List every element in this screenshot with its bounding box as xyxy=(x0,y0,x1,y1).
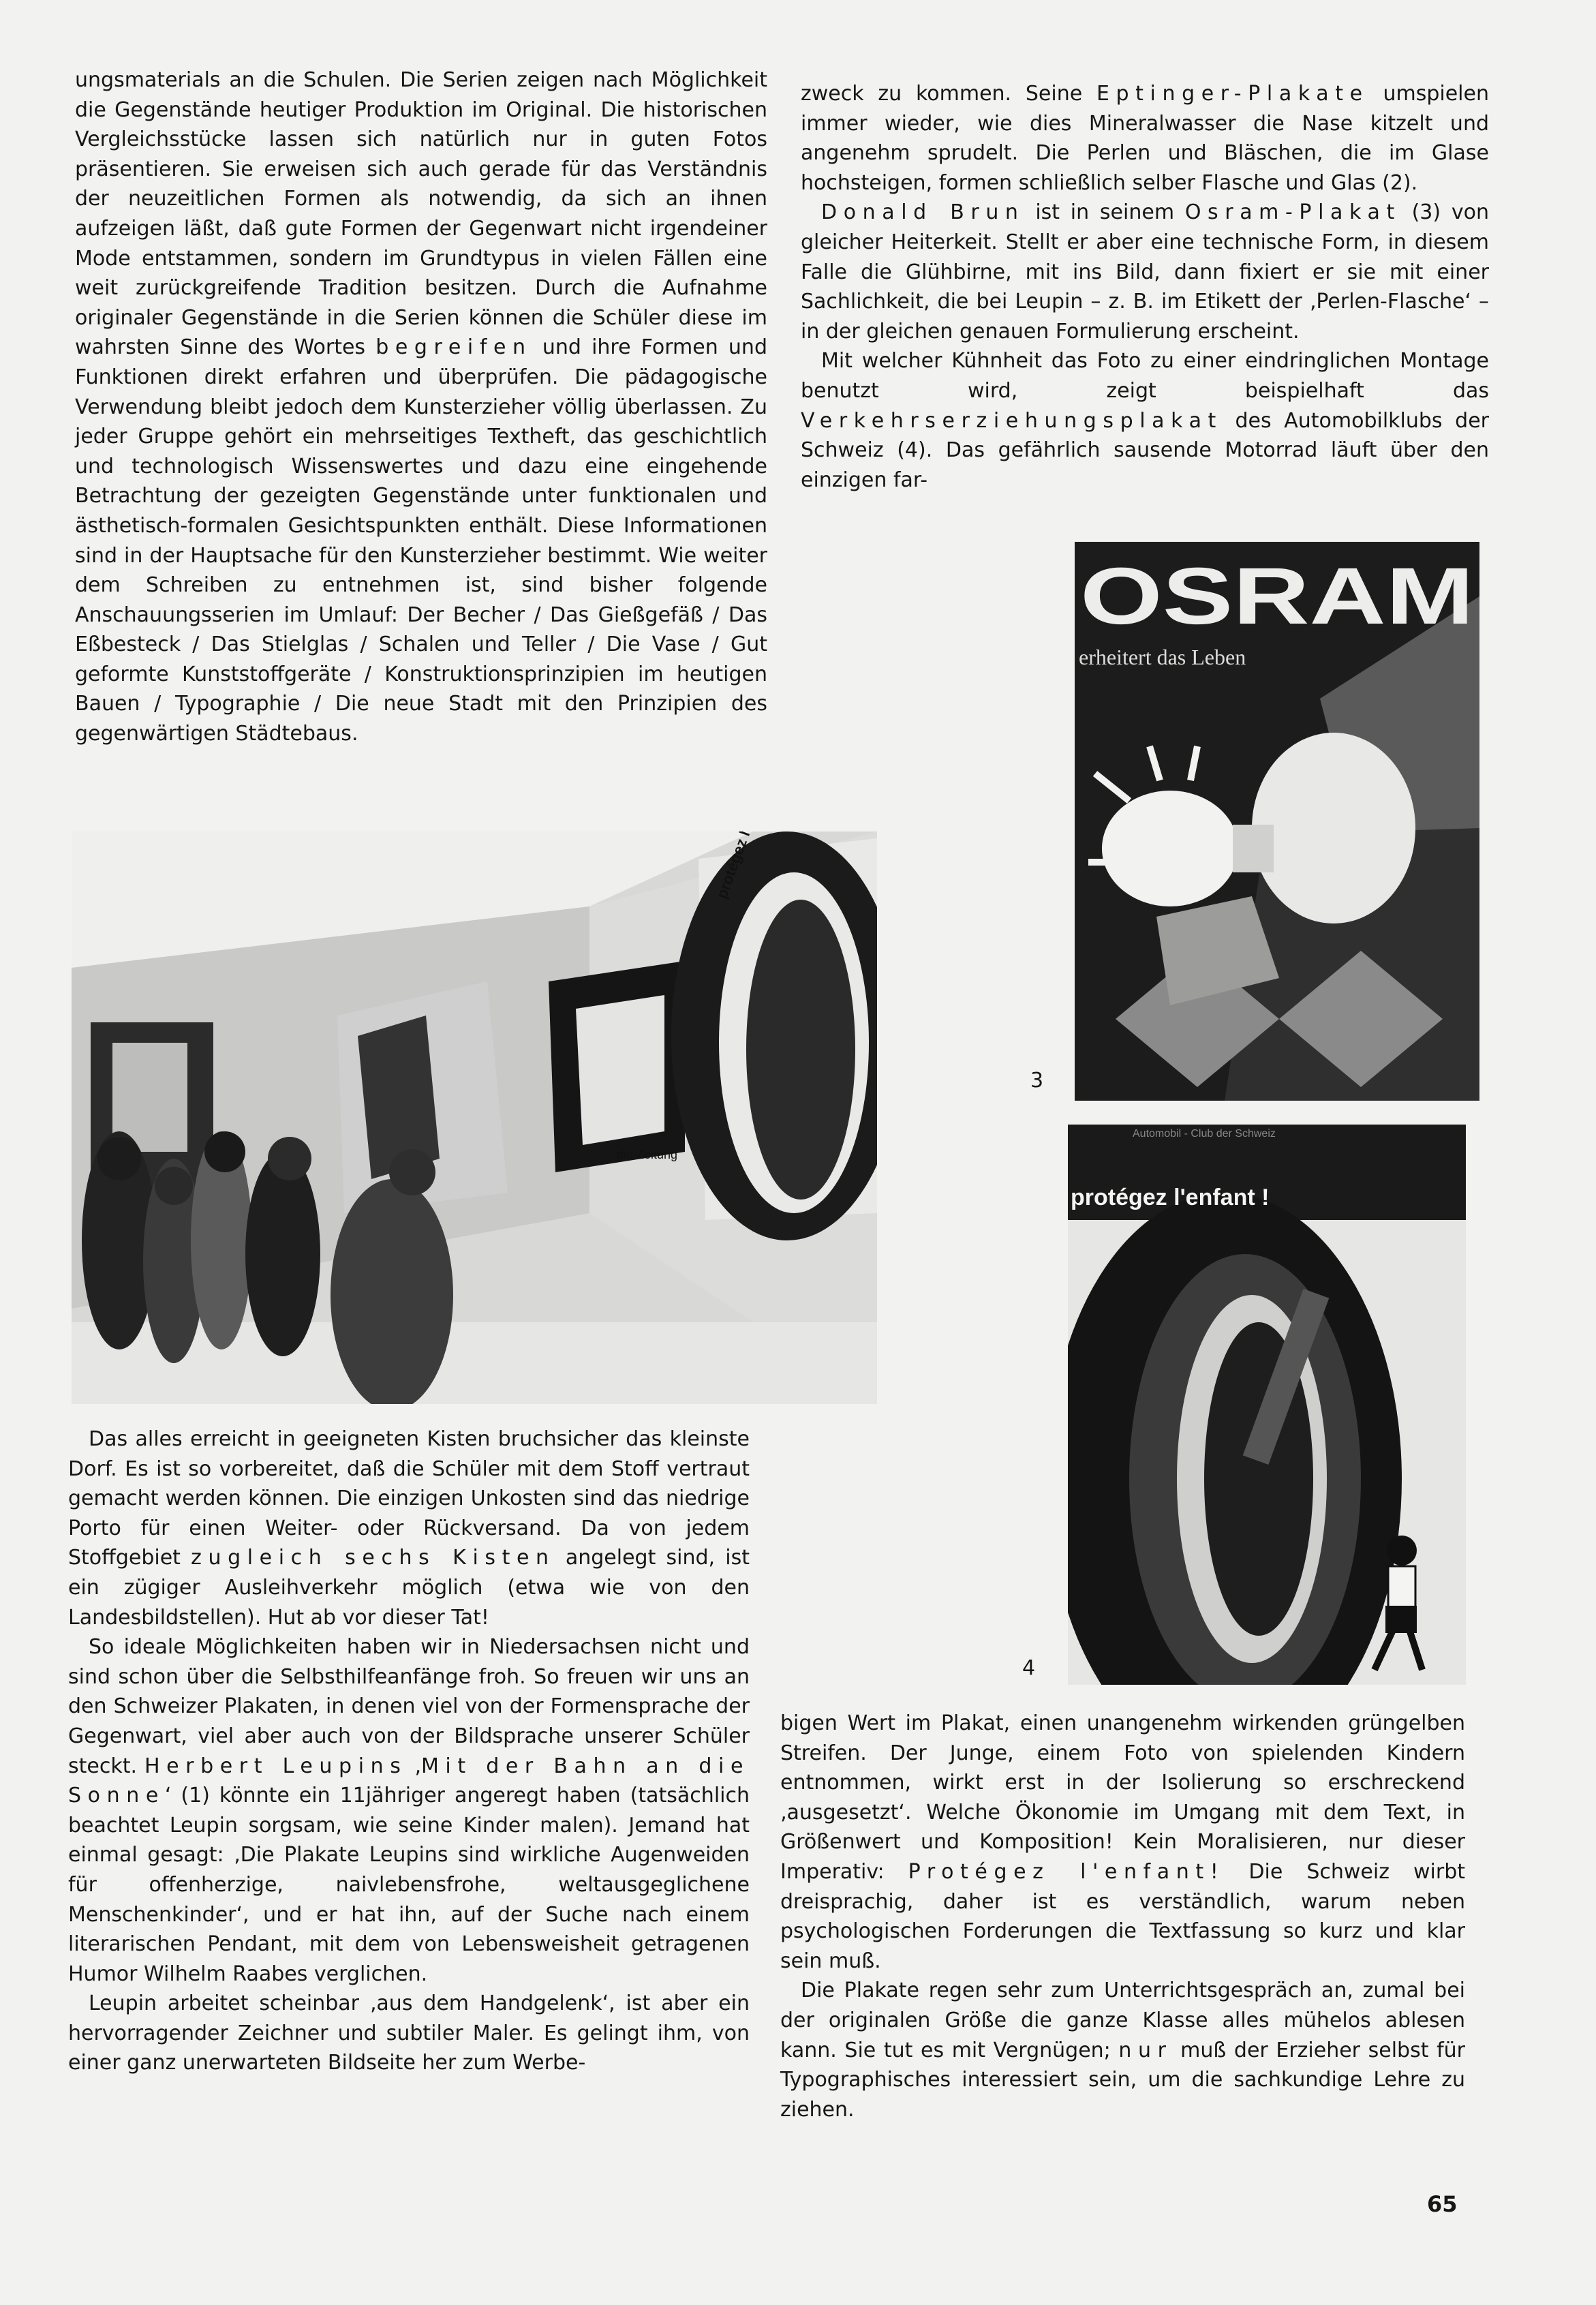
paragraph: Das alles erreicht in geeigneten Kisten bruchsicher das kleinste Dorf. Es ist so vorbereitet, daß die Schüler mit dem Stoff vertraut gemacht werden können. Die einzigen Unkosten sind das niedrige Porto für einen Weiter- oder Rückversand. Da von jedem Stoffgebiet zugleich sechs Kisten angelegt sind, ist ein zügiger Ausleihverkehr möglich (etwa wie von den Landesbildstellen). Hut ab vor dieser Tat! xyxy=(68,1427,750,1630)
paragraph: So ideale Möglichkeiten haben wir in Niedersachsen nicht und sind schon über die Selbsthilfeanfänge froh. So freuen wir uns an den Schweizer Plakaten, in denen viel von der Formensprache der Gegenwart, viel aber auch von der Bildsprache unserer Schüler steckt. Herbert Leupins ‚Mit der Bahn an die Sonne‘ (1) könnte ein 11jähriger angeregt haben (tatsächlich beachtet Leupin sorgsam, wie seine Kinder malen). Jemand hat einmal gesagt: ‚Die Plakate Leupins sind wirkliche Augenweiden für offenherzige, naivlebensfrohe, weltausgeglichene Menschenkinder‘, und er hat ihn, auf der Suche nach einem literarischen Pendant, mit dem von Lebensweisheit getragenen Humor Wilhelm Raabes verglichen. xyxy=(68,1635,750,1986)
paragraph: Die Plakate regen sehr zum Unterrichtsgespräch an, zumal bei der originalen Größe die ganze Klasse alles mühelos ablesen kann. Sie tut es mit Vergnügen; nur muß der Erzieher selbst für Typographisches interessiert sein, um die sachkundige Lehre zu ziehen. xyxy=(780,1979,1465,2122)
emphasis-spaced: Mit der Bahn an die Sonne xyxy=(68,1754,750,1808)
emphasis-spaced: Herbert Leupins xyxy=(144,1754,408,1778)
exhibition-photo xyxy=(72,831,877,1404)
paragraph: Leupin arbeitet scheinbar ‚aus dem Handgelenk‘, ist aber ein hervorragender Zeichner und subtiler Maler. Es gelingt ihm, von einer ganz unerwarteten Bildseite her zum Werbe- xyxy=(68,1991,750,2075)
emphasis-spaced: Donald Brun xyxy=(821,200,1025,225)
figure-number-4: 4 xyxy=(1022,1656,1036,1680)
osram-slogan: erheitert das Leben xyxy=(1079,645,1246,669)
page-number: 65 xyxy=(1427,2191,1458,2217)
text-column-right-top xyxy=(801,79,1489,495)
paragraph: ungsmaterials an die Schulen. Die Serien zeigen nach Möglichkeit die Gegenstände heutiger Produktion im Original. Die historischen Vergleichsstücke lassen sich natürlich nur in guten Fotos präsentieren. Sie erweisen sich auch gerade für das Verständnis der neuzeitlichen Formen als notwendig, da sich an ihnen aufzeigen läßt, daß gute Formen der Gegenwart nicht irgendeiner Mode entstammen, sondern im Grundtypus in vielen Fällen eine weit zurückgreifende Tradition besitzen. Durch die Aufnahme originaler Gegenstände in die Serien können die Schüler diese im wahrsten Sinne des Wortes begreifen und ihre Formen und Funktionen direkt erfahren und überprüfen. Die pädagogische Verwendung bleibt jedoch dem Kunsterzieher völlig überlassen. Zu jeder Gruppe gehört ein mehrseitiges Textheft, das geschichtlich und technologisch Wissenswertes und dazu eine eingehende Betrachtung der gezeigten Gegenstände unter funktionalen und ästhetisch-formalen Gesichtspunkten enthält. Diese Informationen sind in der Hauptsache für den Kunsterzieher bestimmt. Wie weiter dem Schreiben zu entnehmen ist, sind bisher folgende Anschauungsserien im Umlauf: Der Becher / Das Gießgefäß / Das Eßbesteck / Das Stielglas / Schalen und Teller / Die Vase / Gut geformte Kunststoffgeräte / Konstruktionsprinzipien im heutigen Bauen / Typographie / Die neue Stadt mit den Prinzipien des gegenwärtigen Städtebaus. xyxy=(75,68,767,746)
text-column-left-top xyxy=(75,65,767,749)
emphasis-spaced: zugleich sechs Kisten xyxy=(191,1546,555,1570)
protegez-lenfant-poster xyxy=(1068,1125,1466,1685)
photo-poster-text: die Zeitung xyxy=(617,1148,678,1161)
emphasis-spaced: Osram-Plakat xyxy=(1184,200,1401,225)
paragraph: Donald Brun ist in seinem Osram-Plakat (3) von gleicher Heiterkeit. Stellt er aber eine technische Form, in diesem Falle die Glühbirne, mit ins Bild, dann fixiert er sie mit einer Sachlichkeit, die bei Leupin – z. B. im Etikett der ‚Perlen-Flasche‘ – in der gleichen genauen Formulierung erscheint. xyxy=(801,200,1489,344)
emphasis-spaced: begreifen xyxy=(375,335,532,360)
paragraph: bigen Wert im Plakat, einen unangenehm wirkenden grüngelben Streifen. Der Junge, einem Foto von spielenden Kindern entnommen, wirkt erst in der Isolierung so erschreckend ‚ausgesetzt‘. Welche Ökonomie im Umgang mit dem Text, in Größenwert und Komposition! Kein Moralisieren, nur dieser Imperativ: Protégez l'enfant! Die Schweiz wirbt dreisprachig, daher ist es verständlich, warum neben psychologischen Forderungen die Textfassung so kurz und klar sein muß. xyxy=(780,1711,1465,1973)
emphasis-spaced: Eptinger-Plakate xyxy=(1096,82,1369,106)
text-column-left-bottom xyxy=(68,1424,750,2078)
enfant-headline: protégez l'enfant ! xyxy=(1071,1185,1270,1210)
osram-poster xyxy=(1075,542,1479,1101)
paragraph: Mit welcher Kühnheit das Foto zu einer eindringlichen Montage benutzt wird, zeigt beispielhaft das Verkehrserziehungsplakat des Automobilklubs der Schweiz (4). Das gefährlich sausende Motorrad läuft über den einzigen far- xyxy=(801,349,1489,492)
emphasis-spaced: nur xyxy=(1118,2038,1173,2062)
osram-brand: OSRAM xyxy=(1080,551,1474,641)
emphasis-spaced: Protégez l'enfant! xyxy=(908,1859,1225,1884)
paragraph: zweck zu kommen. Seine Eptinger-Plakate umspielen immer wieder, wie dies Mineralwasser die Nase kitzelt und angenehm sprudelt. Die Perlen und Bläschen, die im Glase hochsteigen, formen schließlich selber Flasche und Glas (2). xyxy=(801,82,1489,195)
figure-number-3: 3 xyxy=(1030,1069,1044,1093)
emphasis-spaced: Verkehrserziehungsplakat xyxy=(801,408,1223,433)
text-column-right-bottom xyxy=(780,1709,1465,2124)
enfant-header: Automobil - Club der Schweiz xyxy=(1133,1128,1276,1140)
